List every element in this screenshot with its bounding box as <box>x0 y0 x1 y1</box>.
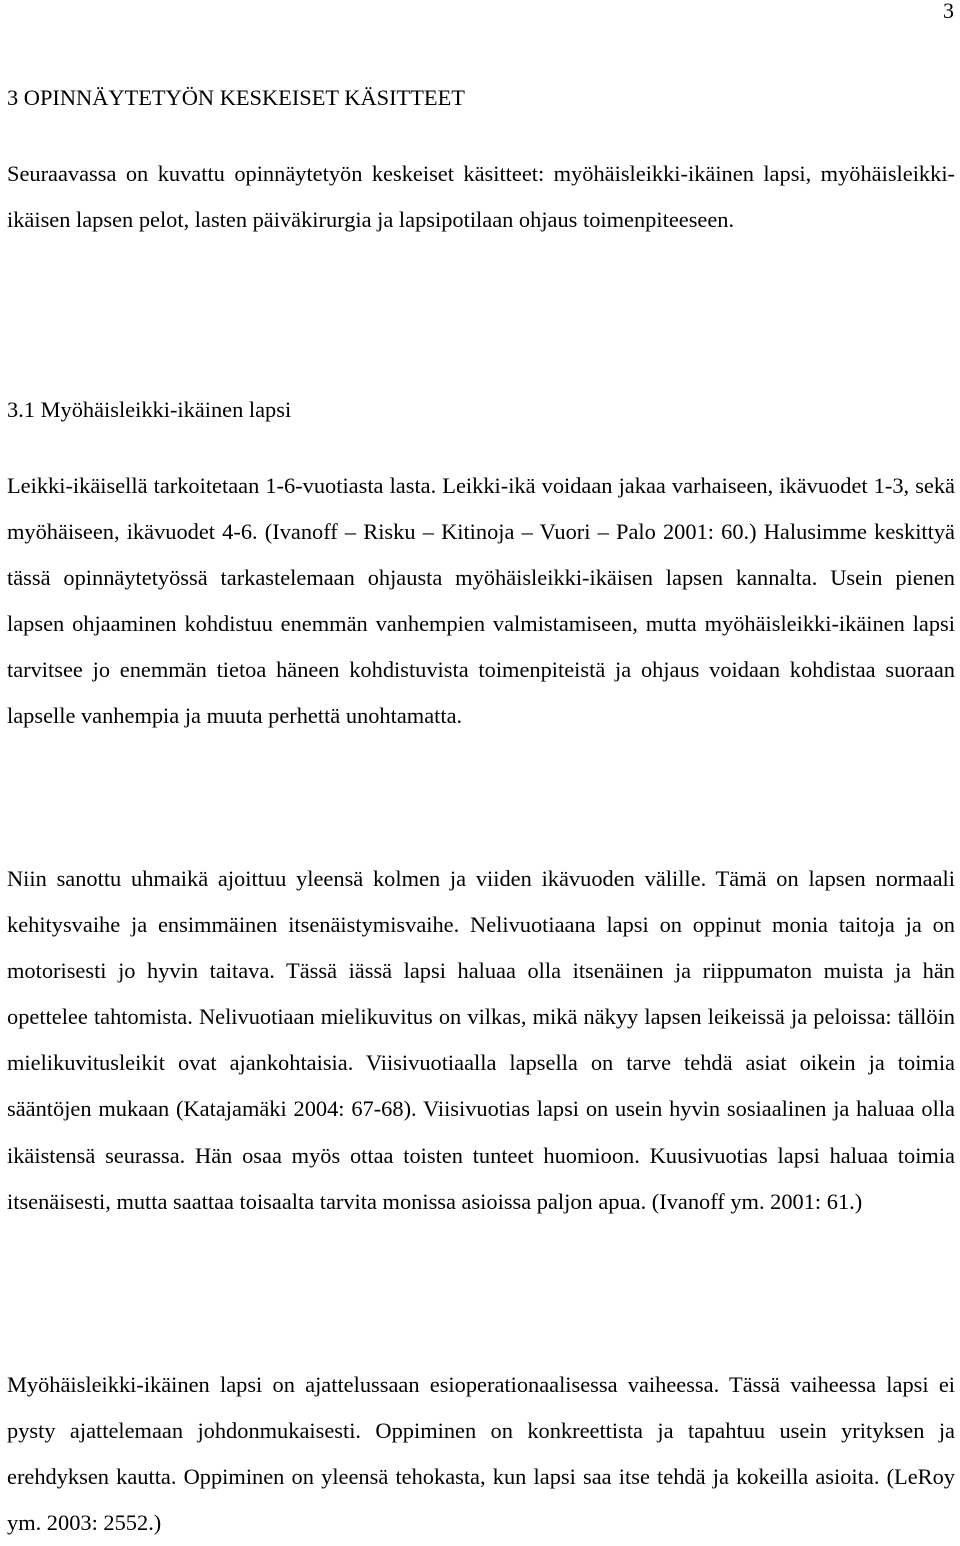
body-paragraph: Leikki-ikäisellä tarkoitetaan 1-6-vuotiasta lasta. Leikki-ikä voidaan jakaa varhaiseen, ikävuodet 1-3, sekä myöhäiseen, ikävuodet 4-6. (Ivanoff – Risku – Kitinoja – Vuori – Palo 2001: 60.) Halusimme keskittyä tässä opinnäytetyössä tarkastelemaan ohjausta myöhäisleikki-ikäisen lapsen kannalta. Usein pienen lapsen ohjaaminen kohdistuu enemmän vanhempien valmistamiseen, mutta myöhäisleikki-ikäinen lapsi tarvitsee jo enemmän tietoa häneen kohdistuvista toimenpiteistä ja ohjaus voidaan kohdistaa suoraan lapselle vanhempia ja muuta perhettä unohtamatta. <box>7 473 955 729</box>
section-title: 3.1 Myöhäisleikki-ikäinen lapsi <box>7 397 292 422</box>
body-paragraph: Niin sanottu uhmaikä ajoittuu yleensä kolmen ja viiden ikävuoden välille. Tämä on lapsen normaali kehitysvaihe ja ensimmäinen itsenäistymisvaihe. Nelivuotiaana lapsi on oppinut monia taitoja ja on motorisesti jo hyvin taitava. Tässä iässä lapsi haluaa olla itsenäinen ja riippumaton muista ja hän opettelee tahtomista. Nelivuotiaan mielikuvitus on vilkas, mikä näkyy lapsen leikeissä ja peloissa: tällöin mielikuvitusleikit ovat ajankohtaisia. Viisivuotiaalla lapsella on tarve tehdä asiat oikein ja toimia sääntöjen mukaan (Katajamäki 2004: 67-68). Viisivuotias lapsi on usein hyvin sosiaalinen ja haluaa olla ikäistensä seurassa. Hän osaa myös ottaa toisten tunteet huomioon. Kuusivuotias lapsi haluaa toimia itsenäisesti, mutta saattaa toisaalta tarvita monissa asioissa paljon apua. (Ivanoff ym. 2001: 61.) <box>7 866 955 1214</box>
chapter-title: 3 OPINNÄYTETYÖN KESKEISET KÄSITTEET <box>7 85 465 110</box>
body-paragraph: Myöhäisleikki-ikäinen lapsi on ajattelussaan esioperationaalisessa vaiheessa. Tässä vaiheessa lapsi ei pysty ajattelemaan johdonmukaisesti. Oppiminen on konkreettista ja tapahtuu usein yrityksen ja erehdyksen kautta. Oppiminen on yleensä tehokasta, kun lapsi saa itse tehdä ja kokeilla asioita. (LeRoy ym. 2003: 2552.) <box>7 1372 955 1536</box>
chapter-intro-paragraph: Seuraavassa on kuvattu opinnäytetyön keskeiset käsitteet: myöhäisleikki-ikäinen lapsi, myöhäisleikki-ikäisen lapsen pelot, lasten päiväkirurgia ja lapsipotilaan ohjaus toimenpiteeseen. <box>7 161 955 233</box>
page-number: 3 <box>943 0 954 23</box>
